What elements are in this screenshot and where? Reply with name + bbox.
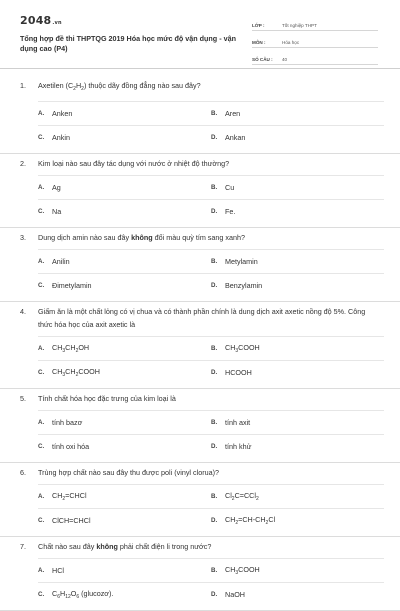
answer-option[interactable] [211, 434, 384, 458]
option-text: tính axit [225, 418, 251, 427]
option-text: $Cl_2C=CCl_2$ [225, 491, 259, 502]
option-letter: C. [38, 591, 45, 598]
answer-options [38, 170, 400, 223]
answer-option[interactable] [38, 434, 211, 458]
option-letter: B. [211, 419, 218, 426]
option-text: $CH_3COOH$ [225, 343, 260, 354]
option-text: Aren [225, 109, 241, 118]
option-text: HCl [52, 566, 64, 575]
option-letter: B. [211, 345, 218, 352]
question-text: Dung dịch amin nào sau đây không đổi màu quỳ tím sang xanh? [38, 233, 245, 242]
answer-option[interactable] [211, 273, 384, 297]
answer-option[interactable] [38, 558, 211, 582]
option-letter: D. [211, 369, 218, 376]
answer-options [38, 244, 400, 297]
option-text: Na [52, 207, 62, 216]
option-text: $CH_2=CHCl$ [52, 491, 87, 502]
option-text: ClCH=CHCl [52, 516, 91, 525]
answer-option[interactable] [211, 508, 384, 532]
option-text: Anilin [52, 257, 70, 266]
question-text: Chất nào sau đây không phải chất điện li trong nước? [38, 542, 212, 551]
option-letter: C. [38, 443, 45, 450]
option-letter: A. [38, 493, 45, 500]
question-item [0, 76, 400, 154]
option-letter: B. [211, 258, 218, 265]
question-text: Axetilen $(C_2H_2)$ thuộc dãy đồng đẳng nào sau đây? [38, 81, 201, 92]
option-letter: D. [211, 208, 218, 215]
question-item [0, 154, 400, 228]
site-logo[interactable] [20, 14, 62, 27]
answer-option[interactable] [211, 249, 384, 273]
option-text: Fe. [225, 207, 236, 216]
answer-option[interactable] [38, 199, 211, 223]
answer-option[interactable] [38, 175, 211, 199]
answer-option[interactable] [38, 125, 211, 149]
option-text: tính khử [225, 442, 252, 451]
answer-option[interactable] [211, 125, 384, 149]
logo-text: 2048 [20, 14, 52, 27]
option-text: Cu [225, 183, 235, 192]
exam-title: Tổng hợp đề thi THPTQG 2019 Hóa học mức độ vận dụng - vận dụng cao (P4) [20, 34, 236, 53]
option-letter: C. [38, 517, 45, 524]
answer-option[interactable] [38, 410, 211, 434]
answer-option[interactable] [211, 410, 384, 434]
option-letter: D. [211, 591, 218, 598]
question-number: 7. [20, 542, 26, 551]
option-letter: B. [211, 567, 218, 574]
question-item [0, 389, 400, 463]
option-text: $CH_2=CH-CH_2Cl$ [225, 515, 276, 526]
option-text: Anken [52, 109, 73, 118]
answer-option[interactable] [38, 273, 211, 297]
option-text: Đimetylamin [52, 281, 92, 290]
question-text: Tính chất hóa học đặc trưng của kim loại là [38, 394, 176, 403]
option-letter: D. [211, 134, 218, 141]
answer-option[interactable] [38, 360, 211, 384]
question-text: Trùng hợp chất nào sau đây thu được poli (vinyl clorua)? [38, 468, 219, 477]
option-letter: A. [38, 258, 45, 265]
answer-options [38, 405, 400, 458]
question-number: 5. [20, 394, 26, 403]
question-text: Kim loại nào sau đây tác dụng với nước ở nhiệt độ thường? [38, 159, 230, 168]
answer-option[interactable] [38, 249, 211, 273]
meta-value: Hóa học [282, 40, 300, 45]
header-divider [0, 68, 400, 69]
answer-option[interactable] [211, 199, 384, 223]
question-text: Giấm ăn là một chất lỏng có vị chua và có thành phần chính là dung dịch axit axetic nồng độ 5%. Công thức hóa học của axit axetic là [38, 307, 366, 329]
meta-value: 40 [282, 57, 288, 62]
exam-meta [252, 16, 378, 67]
question-number: 4. [20, 307, 26, 316]
option-text: $CH_3CH_2COOH$ [52, 367, 100, 378]
option-letter: B. [211, 493, 218, 500]
meta-row-subject [252, 33, 378, 48]
option-text: Benzylamin [225, 281, 263, 290]
answer-option[interactable] [211, 360, 384, 384]
meta-row-class [252, 16, 378, 31]
answer-option[interactable] [38, 582, 211, 606]
option-text: $C_6H_{12}O_6$ (glucozơ). [52, 589, 114, 600]
option-text: HCOOH [225, 368, 252, 377]
option-letter: A. [38, 567, 45, 574]
answer-option[interactable] [211, 582, 384, 606]
option-text: NaOH [225, 590, 245, 599]
answer-option[interactable] [211, 175, 384, 199]
option-text: $CH_3COOH$ [225, 565, 260, 576]
option-letter: B. [211, 184, 218, 191]
option-letter: A. [38, 345, 45, 352]
option-letter: C. [38, 282, 45, 289]
answer-options [38, 479, 400, 532]
option-text: $CH_3CH_2OH$ [52, 343, 90, 354]
question-number: 3. [20, 233, 26, 242]
option-letter: C. [38, 134, 45, 141]
question-number: 2. [20, 159, 26, 168]
option-letter: D. [211, 282, 218, 289]
answer-option[interactable] [38, 484, 211, 508]
answer-option[interactable] [38, 508, 211, 532]
meta-label: SỐ CÂU : [252, 57, 273, 62]
answer-option[interactable] [211, 336, 384, 360]
option-text: Ankan [225, 133, 246, 142]
answer-option[interactable] [211, 101, 384, 125]
meta-label: MÔN : [252, 40, 266, 45]
answer-option[interactable] [211, 558, 384, 582]
option-letter: A. [38, 184, 45, 191]
option-text: tính bazơ [52, 418, 83, 427]
question-item [0, 302, 400, 389]
question-list [0, 76, 400, 611]
option-text: Ankin [52, 133, 70, 142]
option-letter: C. [38, 208, 45, 215]
answer-option[interactable] [211, 484, 384, 508]
question-item [0, 463, 400, 537]
page-header [0, 0, 400, 68]
option-letter: A. [38, 110, 45, 117]
meta-label: LỚP : [252, 23, 265, 28]
option-letter: A. [38, 419, 45, 426]
option-letter: D. [211, 517, 218, 524]
question-item [0, 228, 400, 302]
option-text: tính oxi hóa [52, 442, 90, 451]
option-text: Metylamin [225, 257, 258, 266]
question-number: 6. [20, 468, 26, 477]
answer-option[interactable] [38, 101, 211, 125]
option-letter: D. [211, 443, 218, 450]
answer-options [38, 96, 400, 149]
answer-options [38, 553, 400, 606]
answer-options [38, 331, 400, 384]
meta-row-count [252, 50, 378, 65]
logo-suffix: .vn [52, 20, 62, 26]
option-letter: B. [211, 110, 218, 117]
option-text: Ag [52, 183, 61, 192]
meta-value: Tốt nghiệp THPT [282, 23, 317, 28]
option-letter: C. [38, 369, 45, 376]
answer-option[interactable] [38, 336, 211, 360]
question-number: 1. [20, 81, 26, 90]
